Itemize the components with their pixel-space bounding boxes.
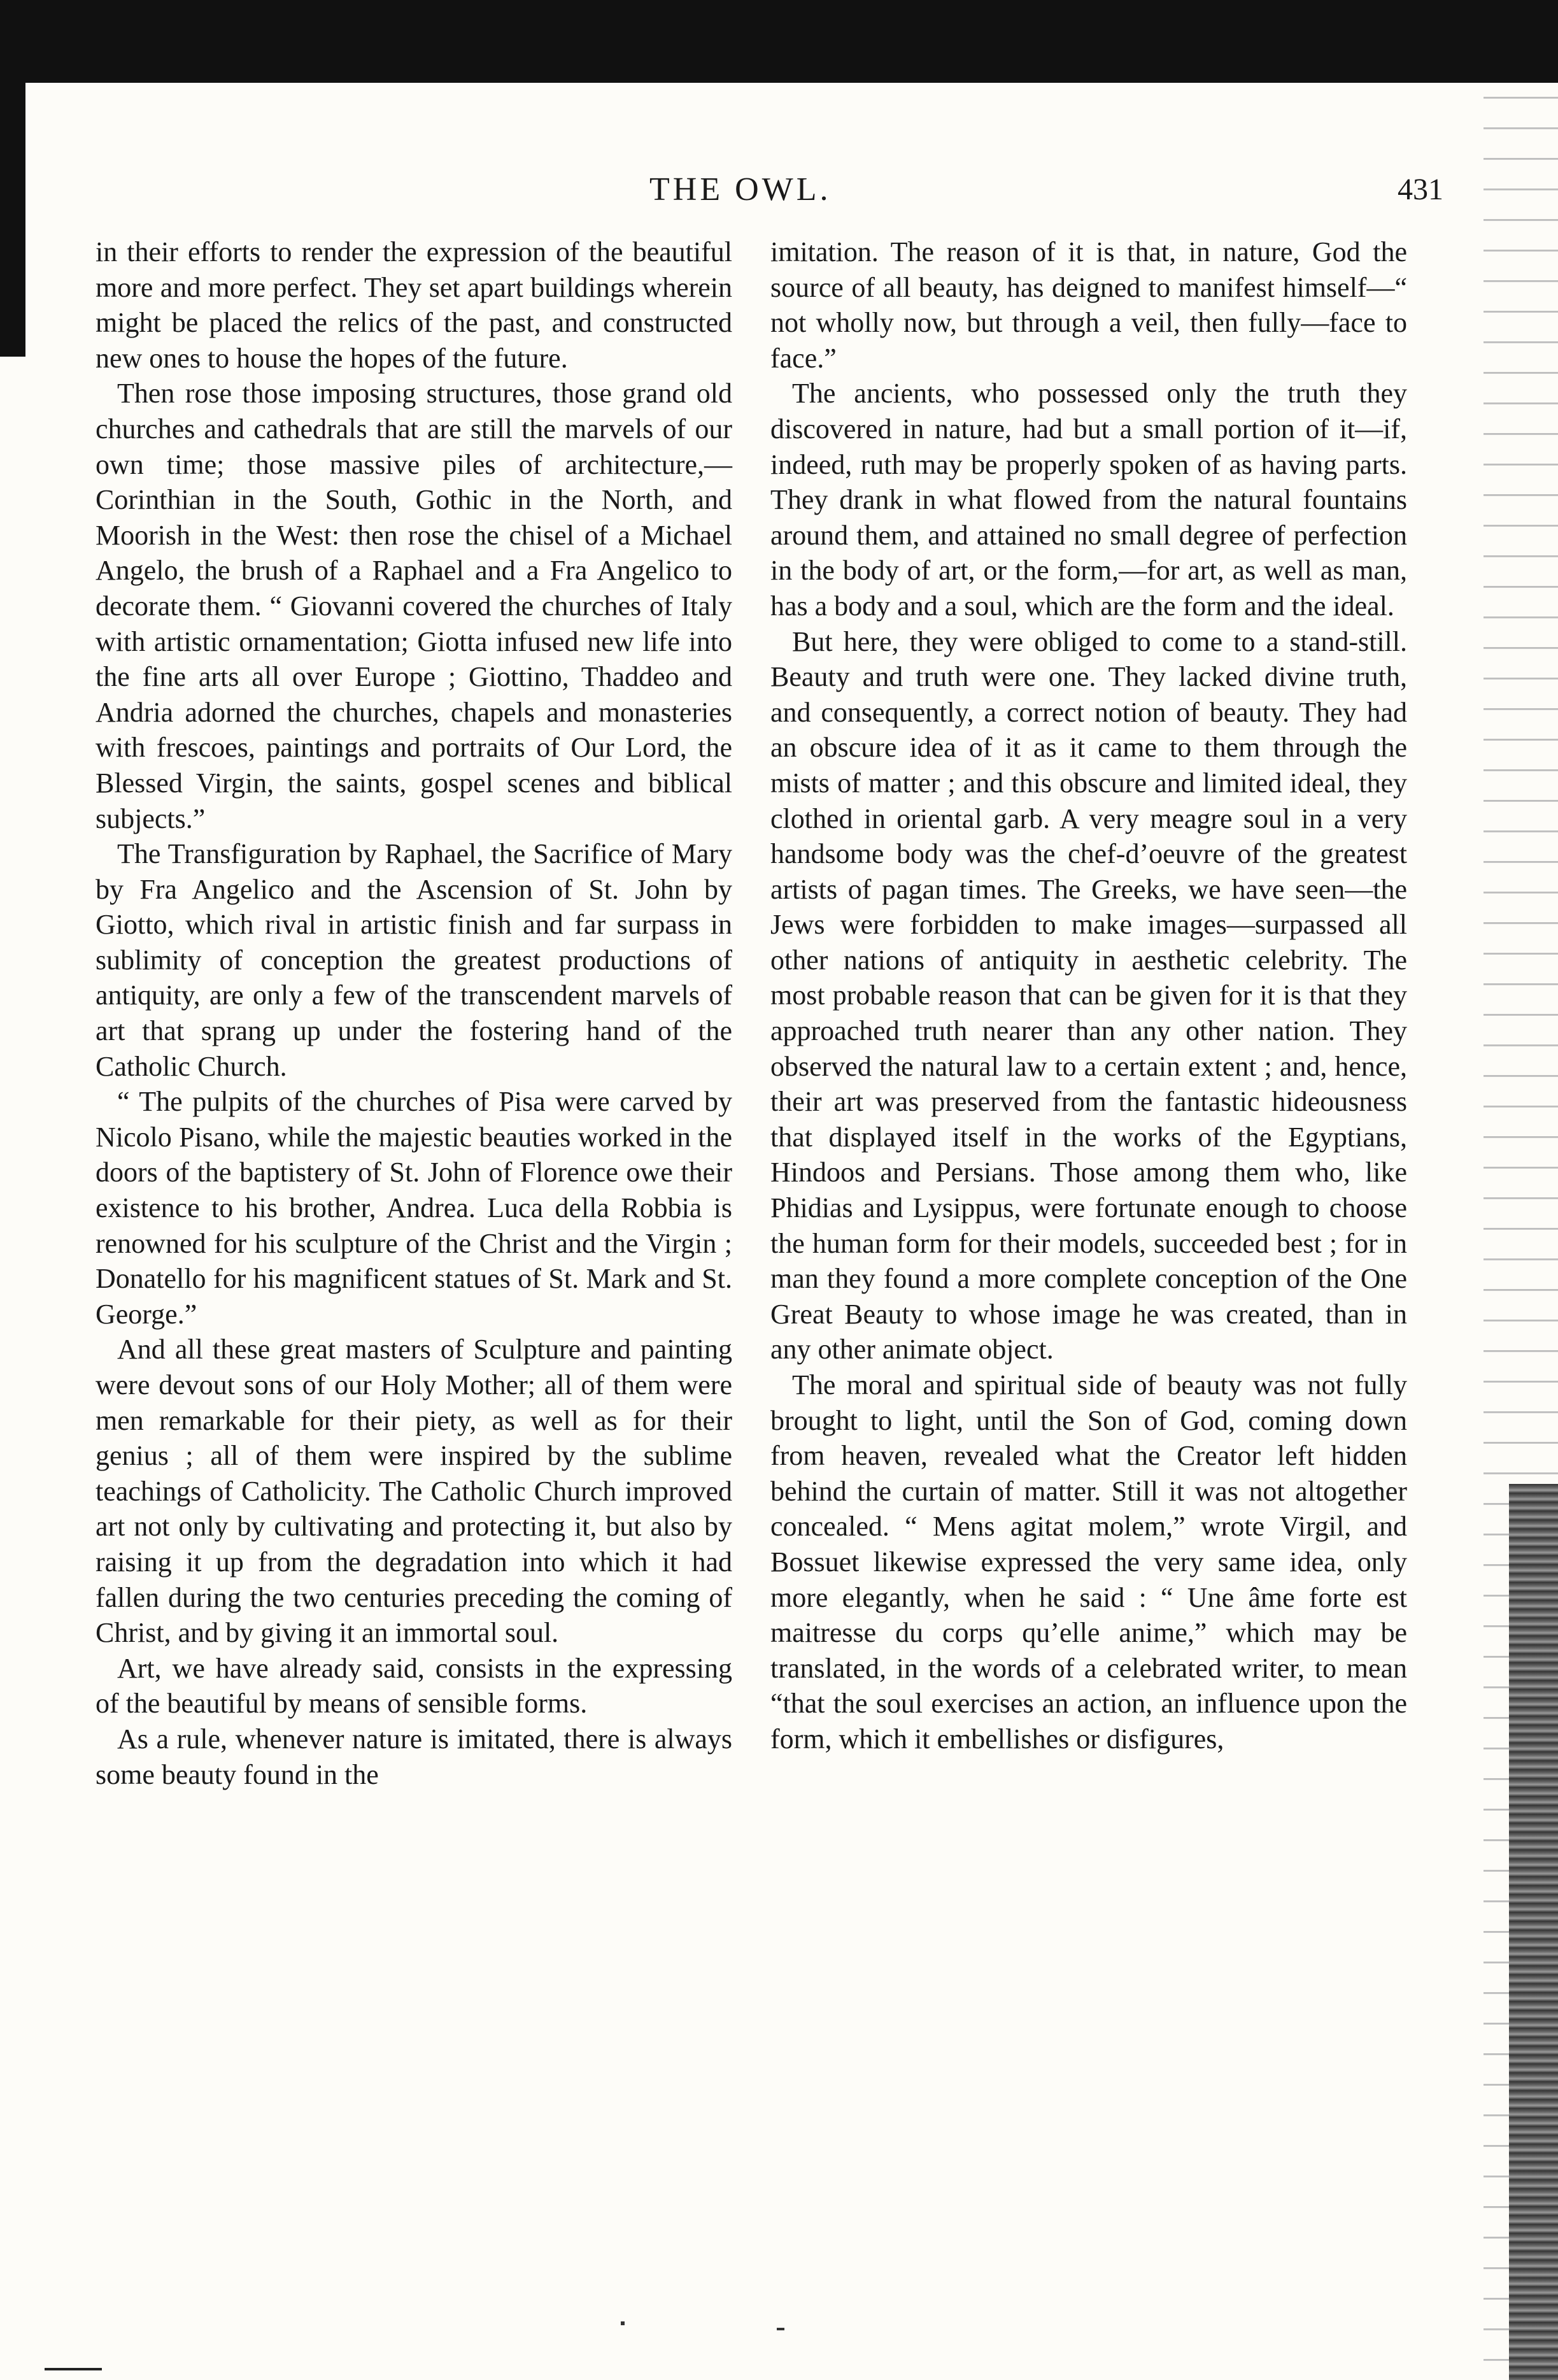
- paragraph: in their efforts to render the expression of the beautiful more and more perfect. They set apart buildings wherein might be placed the relics of the past, and constructed new ones to house the hopes of the future.: [96, 236, 732, 374]
- paragraph: But here, they were obliged to come to a stand-still. Beauty and truth were one. They lacked divine truth, and consequently, a correct notion of beauty. They had an obscure idea of it as it came to them through the mists of matter ; and this obscure and limited ideal, they clothed in oriental garb. A very meagre soul in a very handsome body was the chef-d’oeuvre of the greatest artists of pagan times. The Greeks, we have seen—the Jews were forbidden to make images—surpassed all other nations of antiquity in aesthetic celebrity. The most probable reason that can be given for it is that they approached truth nearer than any other nation. They observed the natural law to a certain extent ; and, hence, their art was preserved from the fantastic hideousness that displayed itself in the works of the Egyptians, Hindoos and Persians. Those among them who, like Phidias and Lysippus, were fortunate enough to choose the human form for their models, succeeded best ; for in man they found a more complete conception of the One Great Beauty to whose image he was created, than in any other animate object.: [770, 625, 1407, 1365]
- scan-bottom-mark: [45, 2368, 102, 2370]
- paragraph: imitation. The reason of it is that, in nature, God the source of all beauty, has deigned to manifest himself—“ not wholly now, but through a veil, then fully—face to face.”: [770, 236, 1407, 374]
- paragraph: The moral and spiritual side of beauty was not fully brought to light, until the Son of God, coming down from heaven, revealed what the Creator left hidden behind the curtain of matter. Still it was not altogether concealed. “ Mens agitat molem,” wrote Virgil, and Bossuet likewise expressed the very same idea, only more elegantly, when he said : “ Une âme forte est maitresse du corps qu’elle anime,” which may be translated, in the words of a celebrated writer, to mean “that the soul exercises an action, an influence upon the form, which it embellishes or disfigures,: [770, 1369, 1407, 1755]
- paragraph: “ The pulpits of the churches of Pisa were carved by Nicolo Pisano, while the majestic beauties worked in the doors of the baptistery of St. John of Florence owe their existence to his brother, Andrea. Luca della Robbia is renowned for his sculpture of the Christ and the Virgin ; Donatello for his magnificent statues of St. Mark and St. George.”: [96, 1086, 732, 1330]
- paragraph: And all these great masters of Sculpture and painting were devout sons of our Holy Mother; all of them were men remarkable for their piety, as well as for their genius ; all of them were inspired by the sublime teachings of Catholicity. The Catholic Church improved art not only by cultivating and protecting it, but also by raising it up from the degradation into which it had fallen during the two centuries preceding the coming of Christ, and by giving it an immortal soul.: [96, 1334, 732, 1649]
- paragraph: The ancients, who possessed only the truth they discovered in nature, had but a small portion of it—if, indeed, ruth may be properly spoken of as having parts. They drank in what flowed from the natural fountains around them, and attained no small degree of perfection in the body of art, or the form,—for art, as well as man, has a body and a soul, which are the form and the ideal.: [770, 378, 1407, 622]
- right-column: [770, 234, 1407, 1757]
- paragraph: The Transfiguration by Raphael, the Sacrifice of Mary by Fra Angelico and the Ascension of St. John by Giotto, which rival in artistic finish and far surpass in sublimity of conception the greatest productions of antiquity, are only a few of the transcendent marvels of art that sprang up under the fostering hand of the Catholic Church.: [96, 838, 732, 1082]
- scan-left-edge: [0, 0, 25, 357]
- left-column: [96, 234, 732, 1792]
- page-number: 431: [1398, 173, 1443, 206]
- paragraph: Then rose those imposing structures, those grand old churches and cathedrals that are still the marvels of our own time; those massive piles of architecture,—Corinthian in the South, Gothic in the North, and Moorish in the West: then rose the chisel of a Michael Angelo, the brush of a Raphael and a Fra Angelico to decorate them. “ Giovanni covered the churches of Italy with artistic ornamentation; Giotta infused new life into the fine arts all over Europe ; Giottino, Thaddeo and Andria adorned the churches, chapels and monasteries with frescoes, paintings and portraits of Our Lord, the Blessed Virgin, the saints, gospel scenes and biblical subjects.”: [96, 378, 732, 834]
- scan-speck: [777, 2328, 784, 2330]
- paragraph: Art, we have already said, consists in the expressing of the beautiful by means of sensible forms.: [96, 1652, 732, 1720]
- paragraph: As a rule, whenever nature is imitated, there is always some beauty found in the: [96, 1723, 732, 1790]
- scan-speck: [621, 2321, 625, 2325]
- scan-top-border: [0, 0, 1558, 83]
- scan-right-margin-noise: [1484, 83, 1558, 2380]
- running-title: THE OWL.: [649, 171, 832, 208]
